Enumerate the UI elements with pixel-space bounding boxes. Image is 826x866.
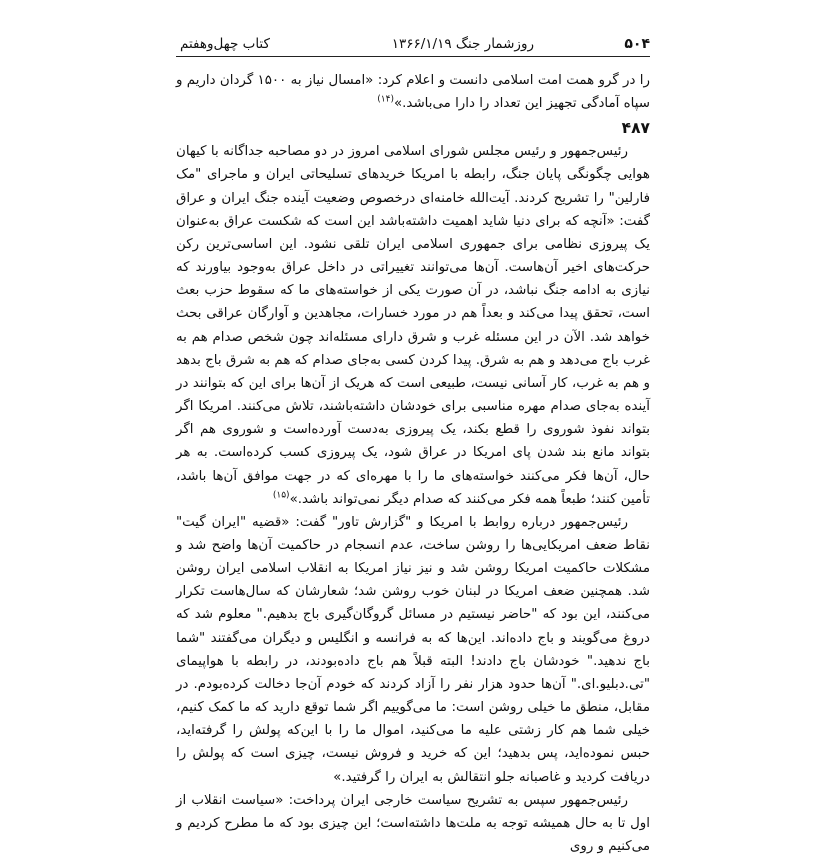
intro-paragraph xyxy=(176,69,650,115)
page-header xyxy=(176,34,650,57)
page-number: ۵۰۴ xyxy=(624,36,650,52)
paragraph-1 xyxy=(176,140,650,511)
intro-paragraph-text: را در گرو همت امت اسلامی دانست و اعلام کرد: «امسال نیاز به ۱۵۰۰ گردان داریم و سپاه آمادگی تجهیز این تعداد را دارا می‌باشد.» xyxy=(176,73,650,112)
page-body xyxy=(176,69,650,858)
book-page xyxy=(176,34,650,854)
footnote-marker-14: (۱۴) xyxy=(377,94,394,105)
paragraph-1-text: رئیس‌جمهور و رئیس مجلس شورای اسلامی امروز در دو مصاحبه جداگانه با کیهان هوایی چگونگی پایان جنگ، رابطه با امریکا خریدهای تسلیحاتی ایران و ماجرای "مک فارلین" را تشریح کردند. آیت‌الله خامنه‌ای درخصوص وضعیت آینده جنگ ایران و عراق گفت: «آنچه که برای دنیا شاید اهمیت داشته‌باشد این است که شکست عراق به‌عنوان یک پیروزی نظامی برای جمهوری اسلامی ایران تلقی نشود. این اساسی‌ترین رکن حرکت‌های اخیر آن‌هاست. آن‌ها می‌توانند تغییراتی در داخل عراق به‌وجود بیاورند که نیازی به ادامه جنگ نباشد، در آن صورت یکی از خواسته‌های ما که سقوط حزب بعث است، تحقق پیدا می‌کند و بعداً هم در مورد خسارات، مجاهدین و آوارگان عراقی بحث خواهد شد. الآن در این مسئله غرب و شرق دارای مسئله‌اند چون شخص صدام هم به غرب باج می‌دهد و هم به شرق. پیدا کردن کسی به‌جای صدام که هم به شرق باج بدهد و هم به غرب، کار آسانی نیست، طبیعی است که هریک از آن‌ها برای این که بتوانند در آینده به‌جای صدام مهره مناسبی برای خودشان داشته‌باشند، تلاش می‌کنند. امریکا اگر بتواند نفوذ شوروی را قطع بکند، یک پیروزی به‌دست آورده‌است و شوروی هم اگر بتواند مانع بند شدن پای امریکا در عراق شود، یک پیروزی کسب کرده‌است. به هر حال، آن‌ها فکر می‌کنند خواسته‌های ما را با مهره‌ای که در جهت موافق آن‌ها باشد، تأمین کنند؛ طبعاً همه فکر می‌کنند که صدام دیگر نمی‌تواند باشد.» xyxy=(176,144,650,507)
entry-number: ۴۸۷ xyxy=(621,119,650,138)
paragraph-2 xyxy=(176,511,650,789)
paragraph-3-text: رئیس‌جمهور سپس به تشریح سیاست خارجی ایران پرداخت: «سیاست انقلاب از اول تا به حال همیشه توجه به ملت‌ها داشته‌است؛ این چیزی بود که ما مطرح کردیم و می‌کنیم و روی xyxy=(176,792,650,854)
running-title: روزشمار جنگ ۱۳۶۶/۱/۱۹ xyxy=(391,36,534,52)
book-title: کتاب چهل‌وهفتم xyxy=(180,36,270,52)
paragraph-2-text: رئیس‌جمهور درباره روابط با امریکا و "گزارش تاور" گفت: «قضیه "ایران گیت" نقاط ضعف امریکایی‌ها را روشن ساخت، عدم انسجام در حاکمیت آن‌ها واضح شد و مشکلات حاکمیت امریکا روشن شد و نیز نیاز امریکا به انقلاب اسلامی ایران روشن شد. همچنین ضعف امریکا در لبنان خوب روشن شد؛ شعارشان که سال‌هاست تکرار می‌کنند، این بود که "حاضر نیستیم در مسائل گروگان‌گیری باج بدهیم." معلوم شد که دروغ می‌گویند و باج داده‌اند. این‌ها که به فرانسه و انگلیس و دیگران می‌گفتند "شما باج ندهید." خودشان باج دادند! البته قبلاً هم باج داده‌بودند، در رابطه با هواپیمای "تی.دبلیو.ای." آن‌ها حدود هزار نفر را آزاد کردند که خودم آن‌جا دخالت کرده‌بودم. در مقابل، منطق ما خیلی روشن است: ما می‌گوییم اگر شما توقع دارید که ما کمک کنیم، خیلی شما هم کار زشتی علیه ما می‌کنید، اموال ما را با این‌که پولش را گرفته‌اید، حبس نموده‌اید، پس بدهید؛ این که خرید و فروش نیست، چیزی است که پولش را دریافت کردید و غاصبانه جلو انتقالش به ایران را گرفتید.» xyxy=(176,514,650,785)
paragraph-3 xyxy=(176,789,650,858)
footnote-marker-15: (۱۵) xyxy=(272,490,290,501)
